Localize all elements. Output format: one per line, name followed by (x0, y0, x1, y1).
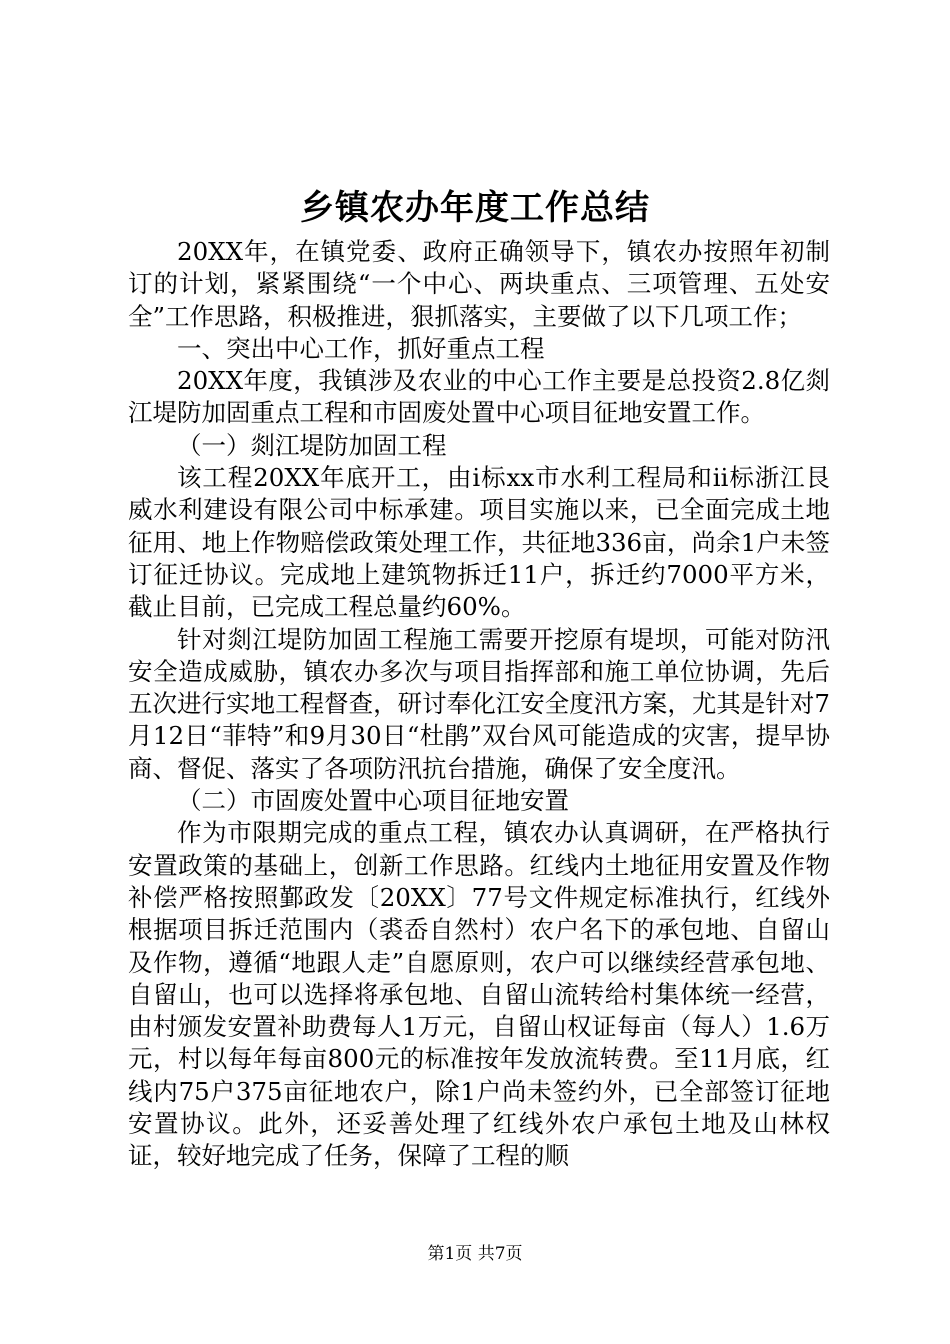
subsection-heading-1: （一）剡江堤防加固工程 (177, 430, 447, 460)
document-body (128, 236, 830, 1173)
section-heading-1: 一、突出中心工作，抓好重点工程 (177, 333, 545, 363)
paragraph: 针对剡江堤防加固工程施工需要开挖原有堤坝，可能对防汛安全造成威胁，镇农办多次与项目指挥部和施工单位协调，先后五次进行实地工程督查，研讨奉化江安全度汛方案，尤其是针对7月12日“菲特”和9月30日“杜鹃”双台风可能造成的灾害，提早协商、督促、落实了各项防汛抗台措施，确保了安全度汛。 (128, 624, 830, 783)
paragraph: 作为市限期完成的重点工程，镇农办认真调研，在严格执行安置政策的基础上，创新工作思路。红线内土地征用安置及作物补偿严格按照鄞政发〔20XX〕77号文件规定标准执行，红线外根据项目拆迁范围内（裘岙自然村）农户名下的承包地、自留山及作物，遵循“地跟人走”自愿原则，农户可以继续经营承包地、自留山，也可以选择将承包地、自留山流转给村集体统一经营，由村颁发安置补助费每人1万元，自留山权证每亩（每人）1.6万元，村以每年每亩800元的标准按年发放流转费。至11月底，红线内75户375亩征地农户，除1户尚未签约外，已全部签订征地安置协议。此外，还妥善处理了红线外农户承包土地及山林权证，较好地完成了任务，保障了工程的顺 (128, 818, 830, 1171)
paragraph-intro: 20XX年，在镇党委、政府正确领导下，镇农办按照年初制订的计划，紧紧围绕“一个中心、两块重点、三项管理、五处安全”工作思路，积极推进，狠抓落实，主要做了以下几项工作； (128, 237, 830, 331)
document-title: 乡镇农办年度工作总结 (300, 188, 650, 228)
paragraph: 该工程20XX年底开工，由ⅰ标xx市水利工程局和ⅱ标浙江艮威水利建设有限公司中标承建。项目实施以来，已全面完成土地征用、地上作物赔偿政策处理工作，共征地336亩，尚余1户未签订征迁协议。完成地上建筑物拆迁11户，拆迁约7000平方米，截止目前，已完成工程总量约60%。 (128, 463, 830, 622)
page-number-footer: 第1页 共7页 (427, 1244, 523, 1264)
paragraph: 20XX年度，我镇涉及农业的中心工作主要是总投资2.8亿剡江堤防加固重点工程和市固废处置中心项目征地安置工作。 (128, 366, 830, 428)
subsection-heading-2: （二）市固废处置中心项目征地安置 (177, 786, 569, 816)
